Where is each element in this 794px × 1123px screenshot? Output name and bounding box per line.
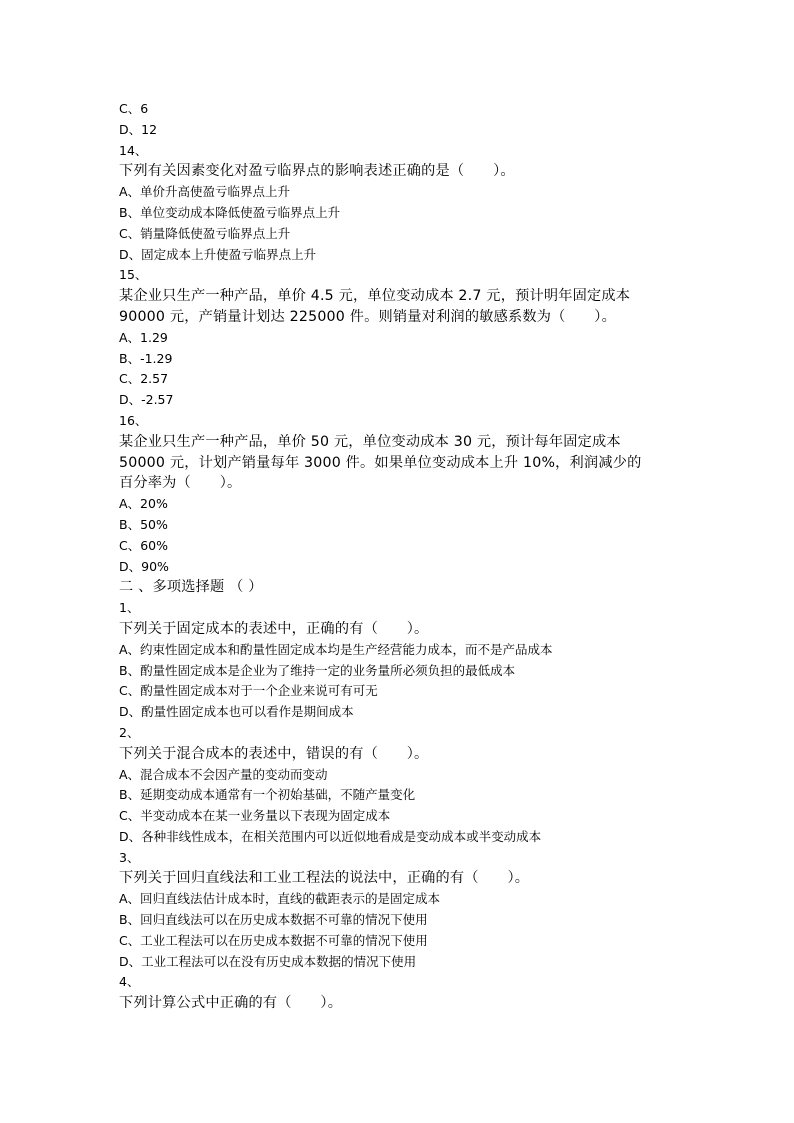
answer-option-label: B、回归直线法可以在历史成本数据不可靠的情况下使用: [119, 912, 428, 928]
question-text: [119, 286, 719, 307]
question-text: [119, 161, 719, 182]
answer-option-label: D、各种非线性成本，在相关范围内可以近似地看成是变动成本或半变动成本: [119, 828, 542, 844]
answer-option: [119, 765, 719, 786]
answer-option: [119, 536, 719, 557]
answer-option: [119, 120, 719, 141]
question-number: [119, 265, 719, 286]
answer-option-label: A、混合成本不会因产量的变动而变动: [119, 766, 328, 782]
question-text-label: 下列计算公式中正确的有（ ）。: [119, 995, 343, 1012]
answer-option-label: C、2.57: [119, 371, 169, 387]
question-text: [119, 744, 719, 765]
question-number-label: 1、: [119, 600, 140, 616]
question-number: [119, 972, 719, 993]
answer-option: [119, 99, 719, 120]
question-number: [119, 411, 719, 432]
question-text: [119, 868, 719, 889]
answer-option-label: B、延期变动成本通常有一个初始基础，不随产量变化: [119, 787, 416, 803]
question-text-label: 下列关于回归直线法和工业工程法的说法中，正确的有（ ）。: [119, 870, 530, 887]
answer-option: [119, 661, 719, 682]
answer-option: [119, 702, 719, 723]
answer-option: [119, 203, 719, 224]
answer-option-label: A、单价升高使盈亏临界点上升: [119, 184, 291, 200]
answer-option: [119, 245, 719, 266]
answer-option: [119, 224, 719, 245]
question-number-label: 4、: [119, 974, 140, 990]
answer-option-label: C、酌量性固定成本对于一个企业来说可有可无: [119, 683, 378, 699]
question-text: [119, 453, 719, 474]
answer-option: [119, 369, 719, 390]
question-text: [119, 432, 719, 453]
answer-option: [119, 390, 719, 411]
question-text: [119, 473, 719, 494]
answer-option-label: C、销量降低使盈亏临界点上升: [119, 225, 291, 241]
answer-option-label: D、固定成本上升使盈亏临界点上升: [119, 246, 317, 262]
question-number-label: 3、: [119, 849, 140, 865]
question-text-label: 下列有关因素变化对盈亏临界点的影响表述正确的是（ ）。: [119, 163, 515, 180]
answer-option-label: D、12: [119, 121, 158, 137]
answer-option-label: D、工业工程法可以在没有历史成本数据的情况下使用: [119, 953, 417, 969]
question-text: [119, 993, 719, 1014]
answer-option-label: B、单位变动成本降低使盈亏临界点上升: [119, 204, 341, 220]
question-text-label: 百分率为（ ）。: [119, 475, 242, 492]
question-number: [119, 141, 719, 162]
answer-option: [119, 494, 719, 515]
answer-option: [119, 806, 719, 827]
question-number: [119, 848, 719, 869]
question-number-label: 15、: [119, 267, 148, 283]
answer-option: [119, 328, 719, 349]
question-text-label: 下列关于混合成本的表述中，错误的有（ ）。: [119, 745, 429, 762]
answer-option-label: B、-1.29: [119, 350, 173, 366]
answer-option: [119, 931, 719, 952]
section-heading-label: 二 、多项选择题 （ ）: [119, 579, 263, 596]
answer-option-label: B、酌量性固定成本是企业为了维持一定的业务量所必须负担的最低成本: [119, 662, 516, 678]
answer-option: [119, 910, 719, 931]
answer-option-label: C、半变动成本在某一业务量以下表现为固定成本: [119, 808, 391, 824]
answer-option-label: C、工业工程法可以在历史成本数据不可靠的情况下使用: [119, 932, 428, 948]
section-heading: [119, 577, 719, 598]
answer-option-label: A、1.29: [119, 329, 168, 345]
answer-option: [119, 349, 719, 370]
answer-option: [119, 640, 719, 661]
question-number: [119, 723, 719, 744]
question-text-label: 某企业只生产一种产品，单价 4.5 元，单位变动成本 2.7 元，预计明年固定成本: [119, 288, 631, 305]
answer-option-label: D、90%: [119, 558, 169, 574]
answer-option: [119, 889, 719, 910]
answer-option: [119, 952, 719, 973]
answer-option: [119, 182, 719, 203]
question-number-label: 16、: [119, 412, 148, 428]
question-text: [119, 619, 719, 640]
answer-option-label: B、50%: [119, 516, 168, 532]
answer-option: [119, 681, 719, 702]
question-text-label: 某企业只生产一种产品，单价 50 元，单位变动成本 30 元，预计每年固定成本: [119, 433, 621, 450]
answer-option-label: C、60%: [119, 537, 169, 553]
answer-option-label: A、约束性固定成本和酌量性固定成本均是生产经营能力成本，而不是产品成本: [119, 641, 553, 657]
question-text-label: 50000 元，计划产销量每年 3000 件。如果单位变动成本上升 10%，利润减少的: [119, 454, 642, 471]
answer-option-label: D、-2.57: [119, 392, 174, 408]
answer-option: [119, 785, 719, 806]
question-text-label: 90000 元，产销量计划达 225000 件。则销量对利润的敏感系数为（ ）。: [119, 308, 616, 325]
question-text: [119, 307, 719, 328]
answer-option: [119, 557, 719, 578]
document-page: [119, 99, 719, 1014]
answer-option: [119, 827, 719, 848]
question-number: [119, 598, 719, 619]
question-text-label: 下列关于固定成本的表述中，正确的有（ ）。: [119, 620, 429, 637]
answer-option-label: D、酌量性固定成本也可以看作是期间成本: [119, 704, 354, 720]
question-number-label: 2、: [119, 724, 140, 740]
answer-option-label: A、回归直线法估计成本时，直线的截距表示的是固定成本: [119, 891, 441, 907]
answer-option: [119, 515, 719, 536]
question-number-label: 14、: [119, 142, 148, 158]
answer-option-label: C、6: [119, 101, 149, 116]
answer-option-label: A、20%: [119, 496, 168, 512]
